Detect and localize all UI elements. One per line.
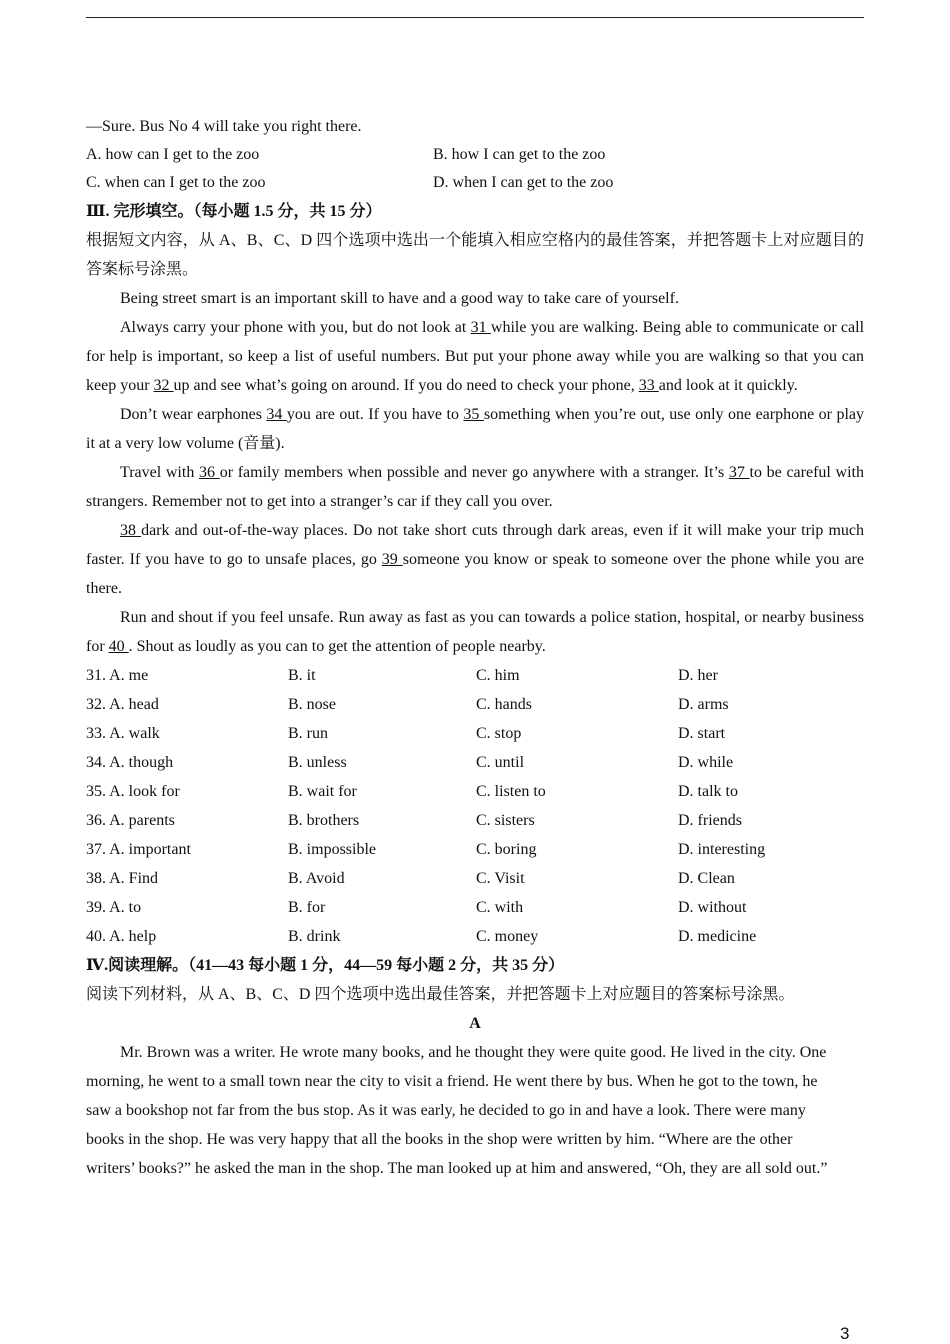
cloze-options-table: [86, 661, 864, 951]
page-number: 3: [840, 1324, 850, 1343]
option-39-c: C. with: [476, 899, 524, 916]
option-34-b: B. unless: [288, 754, 347, 771]
option-31-d: D. her: [678, 667, 718, 684]
option-33-c: C. stop: [476, 725, 522, 742]
option-36-c: C. sisters: [476, 812, 535, 829]
option-36-a: 36. A. parents: [86, 812, 175, 829]
option-38-b: B. Avoid: [288, 870, 345, 887]
option-33-a: 33. A. walk: [86, 725, 160, 742]
option-36-b: B. brothers: [288, 812, 360, 829]
option-38-a: 38. A. Find: [86, 870, 159, 887]
blank-37: 37: [728, 464, 750, 481]
option-37-d: D. interesting: [678, 841, 766, 858]
section-3-heading: Ⅲ. 完形填空。（每小题 1.5 分，共 15 分）: [86, 203, 382, 220]
passage-a-text: [86, 1038, 864, 1183]
passage-line: saw a bookshop not far from the bus stop. As it was early, he decided to go in and have a look. There were many: [86, 1102, 806, 1119]
option-36-d: D. friends: [678, 812, 742, 829]
option-37-c: C. boring: [476, 841, 537, 858]
option-40-c: C. money: [476, 928, 539, 945]
option-34-c: C. until: [476, 754, 525, 771]
page-content: [86, 112, 864, 1183]
option-35-d: D. talk to: [678, 783, 738, 800]
passage-line: morning, he went to a small town near the city to visit a friend. He went there by bus. When he got to the town, he: [86, 1073, 818, 1090]
option-32-c: C. hands: [476, 696, 532, 713]
option-39-d: D. without: [678, 899, 747, 916]
option-32-a: 32. A. head: [86, 696, 159, 713]
option-39-b: B. for: [288, 899, 326, 916]
section-4-heading: Ⅳ.阅读理解。（41—43 每小题 1 分，44—59 每小题 2 分，共 35 分）: [86, 957, 565, 974]
option-34-a: 34. A. though: [86, 754, 174, 771]
dialogue-reply: —Sure. Bus No 4 will take you right there.: [86, 118, 362, 135]
cloze-paragraph-1: Being street smart is an important skill to have and a good way to take care of yourself.: [120, 290, 679, 307]
option-37-a: 37. A. important: [86, 841, 191, 858]
blank-39: 39: [381, 551, 403, 568]
passage-a-label: A: [469, 1015, 481, 1032]
section-4-instruction: 阅读下列材料，从 A、B、C、D 四个选项中选出最佳答案，并把答题卡上对应题目的答案标号涂黑。: [86, 986, 795, 1003]
blank-40: 40: [108, 638, 129, 655]
option-34-d: D. while: [678, 754, 734, 771]
option-d: D. when I can get to the zoo: [433, 174, 614, 191]
blank-31: 31: [470, 319, 491, 336]
option-32-b: B. nose: [288, 696, 336, 713]
passage-line: writers’ books?” he asked the man in the shop. The man looked up at him and answered, “Oh, they are all sold out.”: [86, 1160, 828, 1177]
option-31-a: 31. A. me: [86, 667, 149, 684]
option-38-d: D. Clean: [678, 870, 735, 887]
option-c: C. when can I get to the zoo: [86, 174, 266, 191]
option-a: A. how can I get to the zoo: [86, 146, 260, 163]
header-rule: [86, 17, 864, 18]
option-31-b: B. it: [288, 667, 316, 684]
passage-line: Mr. Brown was a writer. He wrote many books, and he thought they were quite good. He lived in the city. One: [120, 1044, 827, 1061]
option-32-d: D. arms: [678, 696, 729, 713]
option-33-b: B. run: [288, 725, 328, 742]
option-37-b: B. impossible: [288, 841, 377, 858]
option-b: B. how I can get to the zoo: [433, 146, 606, 163]
option-40-b: B. drink: [288, 928, 341, 945]
option-38-c: C. Visit: [476, 870, 525, 887]
option-31-c: C. him: [476, 667, 520, 684]
option-39-a: 39. A. to: [86, 899, 142, 916]
option-40-a: 40. A. help: [86, 928, 157, 945]
blank-32: 32: [153, 377, 174, 394]
option-35-b: B. wait for: [288, 783, 357, 800]
blank-38: 38: [120, 522, 142, 539]
option-33-d: D. start: [678, 725, 726, 742]
cloze-paragraph-4: Travel with 36 or family members when possible and never go anywhere with a stranger. It’s 37 to be careful with strangers. Remember not to get into a stranger’s car if they call you over.: [86, 464, 864, 510]
cloze-paragraph-6: Run and shout if you feel unsafe. Run away as fast as you can towards a police station, hospital, or nearby business for 40 . Shout as loudly as you can to get the attention of people nearby.: [86, 609, 864, 655]
blank-36: 36: [199, 464, 220, 481]
cloze-paragraph-5: 38 dark and out-of-the-way places. Do not take short cuts through dark areas, even if it will make your trip much faster. If you have to go to unsafe places, go 39 someone you know or speak to someone over the phone while you are there.: [86, 522, 865, 597]
option-35-c: C. listen to: [476, 783, 546, 800]
blank-34: 34: [266, 406, 287, 423]
previous-question-options: [86, 141, 864, 197]
section-3-instruction: 根据短文内容，从 A、B、C、D 四个选项中选出一个能填入相应空格内的最佳答案，并把答题卡上对应题目的答案标号涂黑。: [86, 232, 864, 278]
option-35-a: 35. A. look for: [86, 783, 180, 800]
option-40-d: D. medicine: [678, 928, 757, 945]
blank-33: 33: [638, 377, 659, 394]
cloze-paragraph-3: Don’t wear earphones 34 you are out. If you have to 35 something when you’re out, use only one earphone or play it at a very low volume (音量).: [86, 406, 865, 452]
cloze-paragraph-2: Always carry your phone with you, but do not look at 31 while you are walking. Being able to communicate or call for help is important, so keep a list of useful numbers. But put your phone away while you are walking so that you can keep your 32 up and see what’s going on around. If you do need to check your phone, 33 and look at it quickly.: [86, 319, 865, 394]
blank-35: 35: [463, 406, 484, 423]
passage-line: books in the shop. He was very happy that all the books in the shop were written by him. “Where are the other: [86, 1131, 793, 1148]
